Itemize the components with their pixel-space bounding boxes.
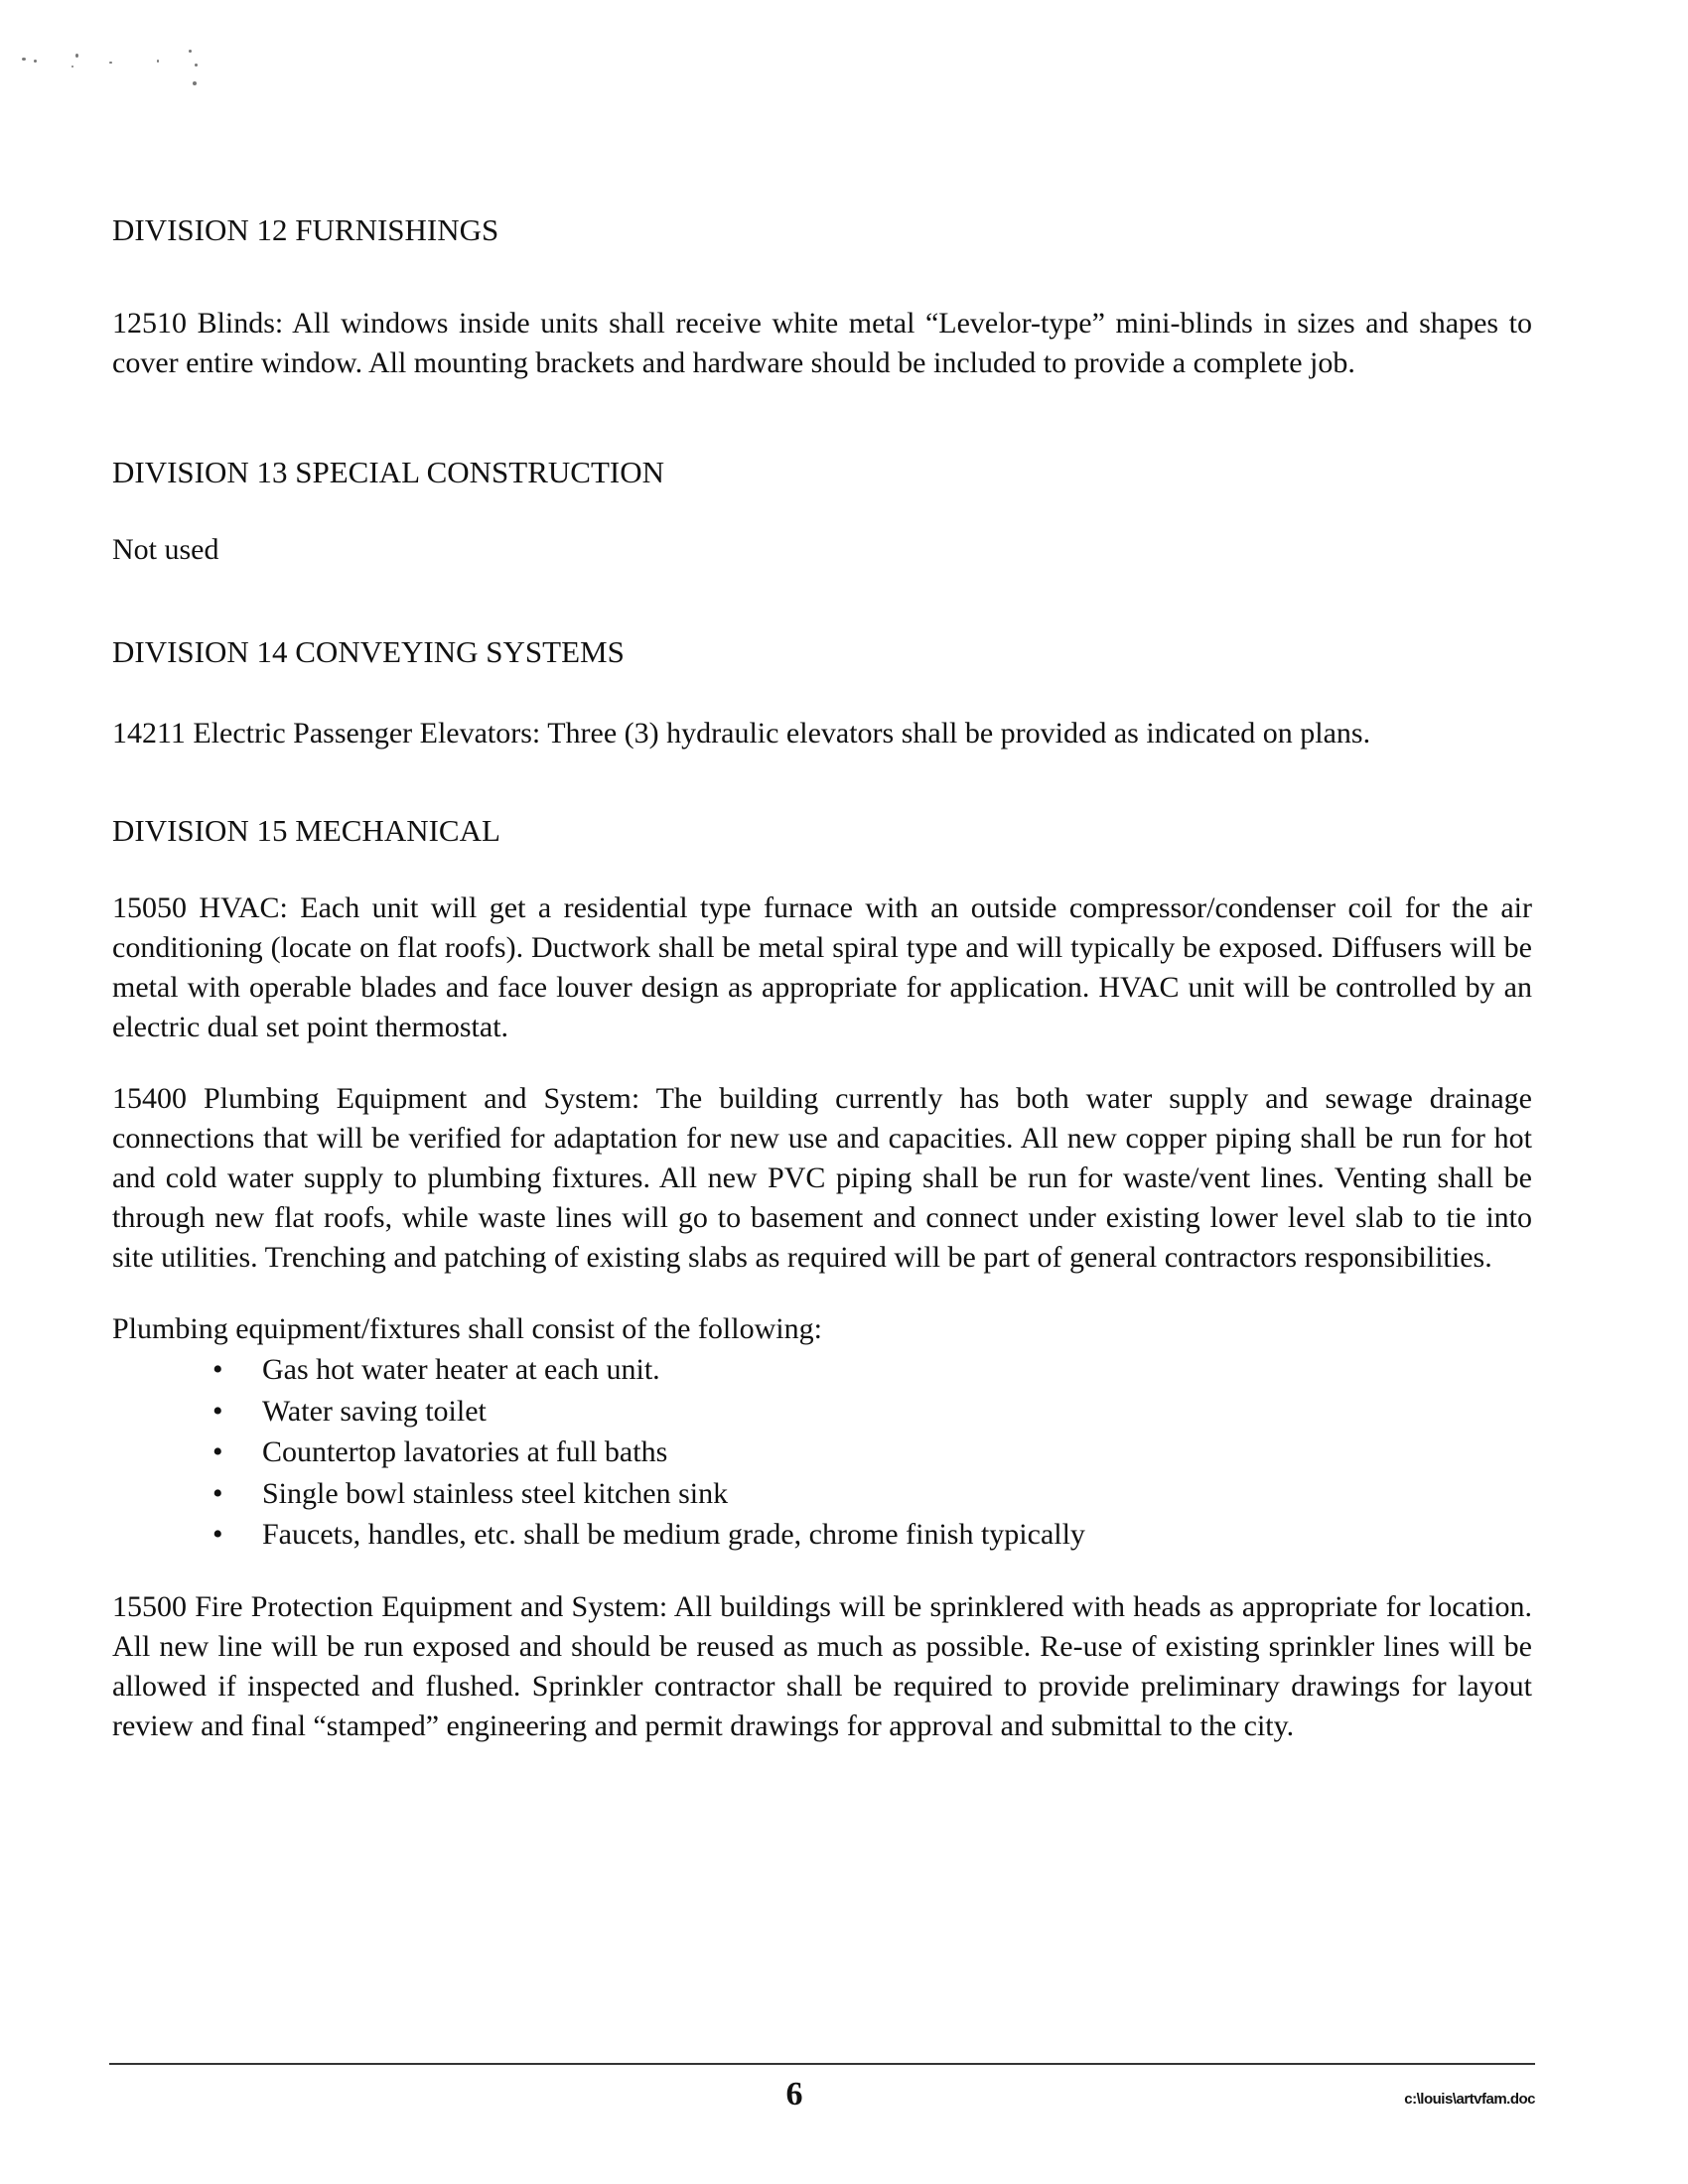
bullet-icon: • bbox=[212, 1518, 223, 1551]
page-number: 6 bbox=[785, 2076, 803, 2113]
fixtures-list bbox=[112, 1349, 1532, 1556]
hvac-paragraph: 15050 HVAC: Each unit will get a residential type furnace with an outside compressor/condenser coil for the air conditioning (locate on flat roofs). Ductwork shall be metal spiral type and will typically be exposed. Diffusers will be metal with operable blades and face louver design as appropriate for application. HVAC unit will be controlled by an electric dual set point thermostat. bbox=[112, 891, 1532, 1043]
fixtures-intro: Plumbing equipment/fixtures shall consist of the following: bbox=[112, 1312, 822, 1345]
division-12-heading: DIVISION 12 FURNISHINGS bbox=[112, 212, 499, 247]
list-item: • Gas hot water heater at each unit. bbox=[112, 1349, 1532, 1391]
document-body bbox=[112, 210, 1532, 1746]
list-item: • Single bowl stainless steel kitchen sink bbox=[112, 1473, 1532, 1515]
bullet-icon: • bbox=[212, 1394, 223, 1428]
plumbing-paragraph: 15400 Plumbing Equipment and System: The building currently has both water supply and sewage drainage connections that will be verified for adaptation for new use and capacities. All new copper piping shall be run for hot and cold water supply to plumbing fixtures. All new PVC piping shall be run for waste/vent lines. Venting shall be through new flat roofs, while waste lines will go to basement and connect under existing lower level slab to tie into site utilities. Trenching and patching of existing slabs as required will be part of general contractors responsibilities. bbox=[112, 1082, 1532, 1274]
bullet-icon: • bbox=[212, 1476, 223, 1510]
bullet-icon: • bbox=[212, 1353, 223, 1386]
division-13-heading: DIVISION 13 SPECIAL CONSTRUCTION bbox=[112, 455, 665, 489]
list-item: • Countertop lavatories at full baths bbox=[112, 1432, 1532, 1473]
list-item: • Faucets, handles, etc. shall be medium grade, chrome finish typically bbox=[112, 1514, 1532, 1556]
elevators-paragraph: 14211 Electric Passenger Elevators: Three (3) hydraulic elevators shall be provided as indicated on plans. bbox=[112, 717, 1371, 750]
bullet-icon: • bbox=[212, 1435, 223, 1468]
scan-specks bbox=[20, 36, 209, 95]
footer-filename: c:\louis\artvfam.doc bbox=[1404, 2091, 1535, 2108]
fire-protection-paragraph: 15500 Fire Protection Equipment and System: All buildings will be sprinklered with heads as appropriate for location. All new line will be run exposed and should be reused as much as possible. Re-use of existing sprinkler lines will be allowed if inspected and flushed. Sprinkler contractor shall be required to provide preliminary drawings for layout review and final “stamped” engineering and permit drawings for approval and submittal to the city. bbox=[112, 1589, 1532, 1742]
division-14-heading: DIVISION 14 CONVEYING SYSTEMS bbox=[112, 634, 625, 669]
division-15-heading: DIVISION 15 MECHANICAL bbox=[112, 813, 500, 848]
list-item: • Water saving toilet bbox=[112, 1391, 1532, 1433]
footer-rule bbox=[109, 2063, 1535, 2065]
not-used-text: Not used bbox=[112, 533, 219, 566]
blinds-paragraph: 12510 Blinds: All windows inside units shall receive white metal “Levelor-type” mini-blinds in sizes and shapes to cover entire window. All mounting brackets and hardware should be included to provide a complete job. bbox=[112, 307, 1532, 379]
